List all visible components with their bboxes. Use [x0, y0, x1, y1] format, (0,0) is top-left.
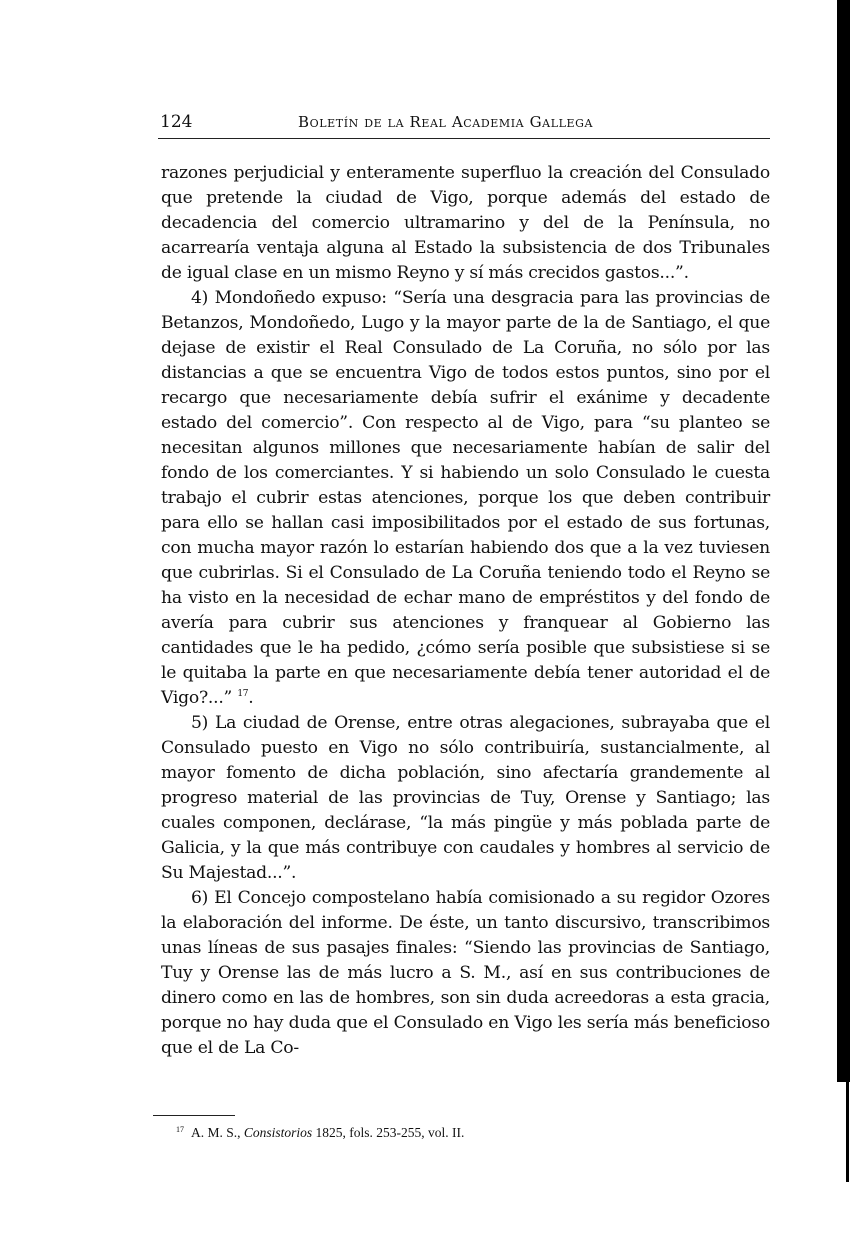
paragraph-item-5: 5) La ciudad de Orense, entre otras alegaciones, subrayaba que el Consulado puesto en Vigo no sólo contribuiría, sustancialmente, al mayor fomento de dicha población, sino afectaría grandemente al progreso material de las provincias de Tuy, Orense y Santiago; las cuales componen, declárase, “la más pingüe y más poblada parte de Galicia, y la que más contribuye con caudales y hombres al servicio de Su Majestad...”. — [161, 713, 770, 883]
journal-title: Boletín de la Real Academia Gallega — [298, 113, 594, 131]
footnote-number: 17 — [176, 1125, 184, 1134]
running-head — [160, 112, 770, 138]
paragraph-item-4 — [161, 286, 770, 711]
footnote-prefix: A. M. S., — [191, 1125, 244, 1140]
paragraph-continuation: razones perjudicial y enteramente superfluo la creación del Consulado que pretende la ciudad de Vigo, porque además del estado de decadencia del comercio ultramarino y del de la Península, no acarrearía ventaja alguna al Estado la subsistencia de dos Tribunales de igual clase en un mismo Reyno y sí más crecidos gastos...”. — [161, 163, 770, 283]
footnote-17 — [176, 1125, 464, 1141]
body-text — [161, 161, 770, 1061]
footnote-reference[interactable]: 17 — [237, 689, 249, 699]
scan-edge-shadow-tail — [846, 1082, 849, 1182]
footnote-source-title: Consistorios — [243, 1125, 313, 1140]
page-number: 124 — [160, 112, 193, 132]
footnote-rule — [153, 1115, 235, 1116]
footnote-suffix: 1825, fols. 253-255, vol. II. — [312, 1125, 465, 1140]
scan-edge-shadow — [837, 0, 850, 1082]
paragraph-item-6: 6) El Concejo compostelano había comisionado a su regidor Ozores la elaboración del informe. De éste, un tanto discursivo, transcribimos unas líneas de sus pasajes finales: “Siendo las provincias de Santiago, Tuy y Orense las de más lucro a S. M., así en sus contribuciones de dinero como en las de hombres, son sin duda acreedoras a esta gracia, porque no hay duda que el Consulado en Vigo les sería más beneficioso que el de La Co- — [161, 888, 770, 1058]
header-rule — [158, 138, 770, 139]
paragraph-text: 4) Mondoñedo expuso: “Sería una desgracia para las provincias de Betanzos, Mondoñedo, Lugo y la mayor parte de la de Santiago, el que dejase de existir el Real Consulado de La Coruña, no sólo por las distancias a que se encuentra Vigo de todos estos puntos, sino por el recargo que necesariamente debía sufrir el exánime y decadente estado del comercio”. Con respecto al de Vigo, para “su planteo se necesitan algunos millones que necesariamente habían de salir del fondo de los comerciantes. Y si habiendo un solo Consulado le cuesta trabajo el cubrir estas atenciones, porque los que deben contribuir para ello se hallan casi imposibilitados por el estado de sus fortunas, con mucha mayor razón lo estarían habiendo dos que a la vez tuviesen que cubrirlas. Si el Consulado de La Coruña teniendo todo el Reyno se ha visto en la necesidad de echar mano de empréstitos y del fondo de avería para cubrir sus atenciones y franquear al Gobierno las cantidades que le ha pedido, ¿cómo sería posible que subsistiese si se le quitaba la parte en que necesariamente debía tener autoridad el de Vigo?...” — [161, 288, 770, 708]
paragraph-text-tail: . — [248, 688, 254, 708]
